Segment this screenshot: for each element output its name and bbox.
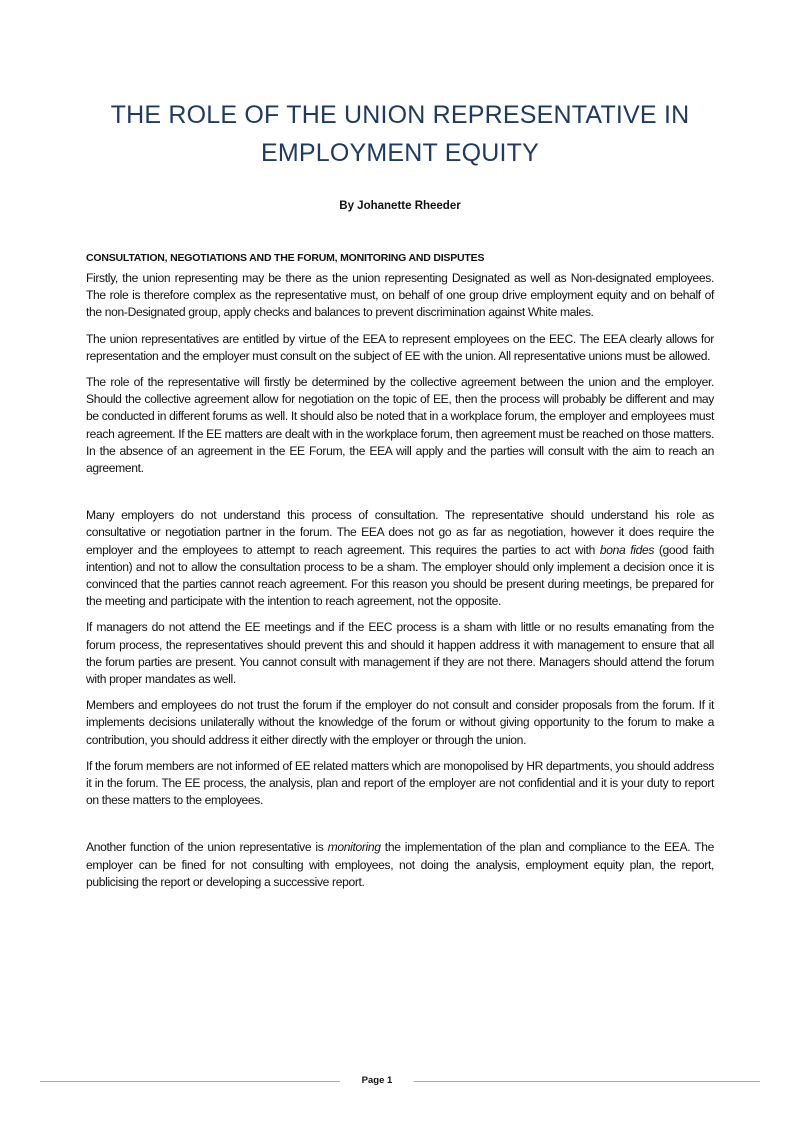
paragraph-5: If managers do not attend the EE meetings and if the EEC process is a sham with little or no results emanating from the forum process, the representatives should prevent this and should it happen address it with management to ensure that all the forum parties are present. You cannot consult with management if they are not there. Managers should attend the forum with proper mandates as well. <box>86 620 714 687</box>
page-footer <box>40 1074 760 1088</box>
paragraph-4-emphasis: bona fides <box>599 542 655 557</box>
paragraph-4 <box>86 507 714 610</box>
paragraph-8-emphasis: monitoring <box>327 840 381 855</box>
footer-rule-right <box>414 1081 760 1082</box>
paragraph-8 <box>86 839 714 891</box>
footer-rule-left <box>40 1081 340 1082</box>
paragraph-7: If the forum members are not informed of EE related matters which are monopolised by HR departments, you should address it in the forum. The EE process, the analysis, plan and report of the employer are not confidential and it is your duty to report on these matters to the employees. <box>86 758 714 808</box>
paragraph-2: The union representatives are entitled by virtue of the EEA to represent employees on the EEC. The EEA clearly allows for representation and the employer must consult on the subject of EE with the union. All representative unions must be allowed. <box>86 331 714 363</box>
paragraph-6: Members and employees do not trust the forum if the employer do not consult and consider proposals from the forum. If it implements decisions unilaterally without the knowledge of the forum or without giving opportunity to the forum to make a contribution, you should address it either directly with the employer or through the union. <box>86 698 714 747</box>
section-heading: CONSULTATION, NEGOTIATIONS AND THE FORUM, MONITORING AND DISPUTES <box>86 252 485 264</box>
paragraph-3: The role of the representative will firstly be determined by the collective agreement between the union and the employer. Should the collective agreement allow for negotiation on the topic of EE, then the process will probably be different and may be conducted in different forums as well. It should also be noted that in a workplace forum, the employer and employees must reach agreement. If the EE matters are dealt with in the workplace forum, then agreement must be reached on those matters. In the absence of an agreement in the EE Forum, the EEA will apply and the parties will consult with the aim to reach an agreement. <box>86 375 714 476</box>
paragraph-1: Firstly, the union representing may be there as the union representing Designated as well as Non-designated employees. The role is therefore complex as the representative must, on behalf of one group drive employment equity and on behalf of the non-Designated group, apply checks and balances to prevent discrimination against White males. <box>86 271 714 320</box>
document-body <box>86 252 714 900</box>
author-byline: By Johanette Rheeder <box>339 200 461 212</box>
page-number: Page 1 <box>361 1075 393 1086</box>
paragraph-8-text-before: Another function of the union representative is <box>86 840 328 855</box>
paragraph-4-text-after: (good faith intention) and not to allow the consultation process to be a sham. The employer should only implement a decision once it is convinced that the parties cannot reach agreement. For this reason you should be present during meetings, be prepared for the meeting and participate with the intention to reach agreement, not the opposite. <box>86 542 715 609</box>
document-title: THE ROLE OF THE UNION REPRESENTATIVE IN EMPLOYMENT EQUITY <box>110 101 690 167</box>
paragraph-4-text-before: Many employers do not understand this process of consultation. The representative should understand his role as consultative or negotiation partner in the forum. The EEA does not go as far as negotiation, however it does require the employer and the employees to attempt to reach agreement. This requires the parties to act with <box>86 508 714 557</box>
paragraph-8-text-after: the implementation of the plan and compliance to the EEA. The employer can be fined for not consulting with employees, not doing the analysis, employment equity plan, the report, publicising the report or developing a successive report. <box>86 840 714 889</box>
